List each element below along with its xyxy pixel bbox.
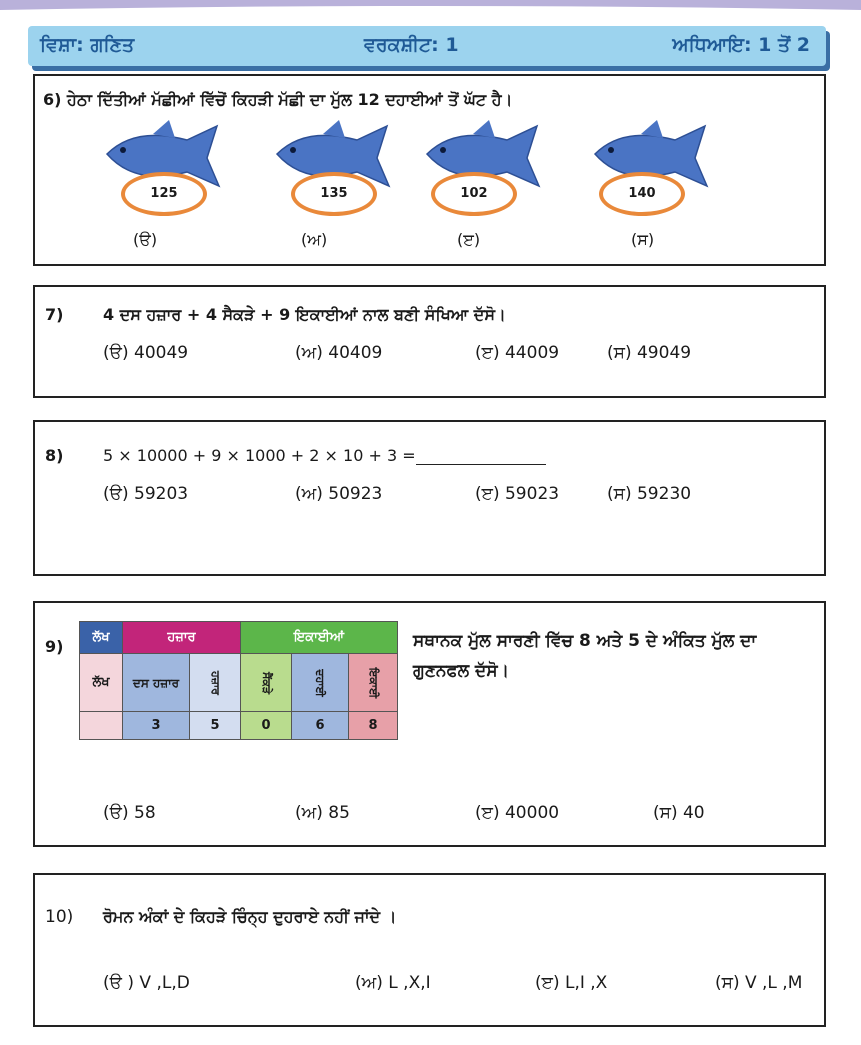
digit-thousand: 5	[190, 712, 241, 740]
q7-option-a[interactable]: (ੳ) 40049	[103, 343, 189, 363]
digit-lakh	[80, 712, 123, 740]
fish-label-d: (ਸ)	[631, 230, 655, 249]
top-decoration	[0, 0, 861, 14]
group-ones-head: ਇਕਾਈਆਂ	[241, 622, 398, 654]
question-8-expression	[103, 446, 546, 465]
q10-option-c[interactable]: (ੲ) L,I ,X	[535, 973, 608, 993]
col-hundred-cell	[241, 654, 292, 712]
question-10-number: 10)	[45, 907, 74, 927]
question-9-text-line1: ਸਥਾਨਕ ਮੁੱਲ ਸਾਰਣੀ ਵਿੱਚ 8 ਅਤੇ 5 ਦੇ ਅੰਕਿਤ ਮੁੱਲ ਦਾ	[413, 631, 757, 651]
question-7-text: 4 ਦਸ ਹਜ਼ਾਰ + 4 ਸੈਕੜੇ + 9 ਇਕਾਈਆਂ ਨਾਲ ਬਣੀ ਸੰਖਿਆ ਦੱਸੋ।	[103, 305, 506, 324]
col-ten: ਦਹਾਈ	[313, 669, 327, 697]
fish-value: 125	[121, 172, 207, 216]
col-one: ਇਕਾਈ	[366, 667, 380, 699]
digit-one: 8	[349, 712, 398, 740]
col-thousand: ਹਜ਼ਾਰ	[209, 671, 222, 695]
question-7	[33, 285, 826, 398]
q9-option-b[interactable]: (ਅ) 85	[295, 803, 350, 823]
subject-label: ਵਿਸ਼ਾ: ਗਣਿਤ	[40, 34, 135, 56]
question-6-text: 6) ਹੇਠਾ ਦਿੱਤੀਆਂ ਮੱਛੀਆਂ ਵਿੱਚੋਂ ਕਿਹੜੀ ਮੱਛੀ ਦਾ ਮੁੱਲ 12 ਦਹਾਈਆਂ ਤੋਂ ਘੱਟ ਹੈ।	[43, 90, 513, 109]
col-one-cell	[349, 654, 398, 712]
digit-hundred: 0	[241, 712, 292, 740]
fish-option-a[interactable]	[95, 120, 227, 200]
q7-option-c[interactable]: (ੲ) 44009	[475, 343, 560, 363]
fish-option-d[interactable]	[583, 120, 715, 200]
chapter-label: ਅਧਿਆਇ: 1 ਤੋਂ 2	[672, 34, 810, 56]
worksheet-header	[28, 26, 826, 66]
digit-ten: 6	[292, 712, 349, 740]
fish-option-c[interactable]	[415, 120, 547, 200]
answer-blank[interactable]	[416, 448, 546, 465]
q9-option-d[interactable]: (ਸ) 40	[653, 803, 705, 823]
fish-value: 135	[291, 172, 377, 216]
fish-value: 140	[599, 172, 685, 216]
place-value-table	[79, 621, 398, 740]
worksheet-label: ਵਰਕਸ਼ੀਟ: 1	[364, 34, 459, 56]
question-10-text: ਰੋਮਨ ਅੰਕਾਂ ਦੇ ਕਿਹੜੇ ਚਿੰਨ੍ਹ ਦੁਹਰਾਏ ਨਹੀਂ ਜਾਂਦੇ ।	[103, 907, 397, 926]
col-thousand-cell	[190, 654, 241, 712]
q7-option-b[interactable]: (ਅ) 40409	[295, 343, 383, 363]
col-lakh: ਲੱਖ	[80, 654, 123, 712]
question-10	[33, 873, 826, 1027]
q8-option-c[interactable]: (ੲ) 59023	[475, 484, 560, 504]
fish-value: 102	[431, 172, 517, 216]
question-8-number: 8)	[45, 446, 64, 465]
q10-option-b[interactable]: (ਅ) L ,X,I	[355, 973, 431, 993]
question-6	[33, 74, 826, 266]
q9-option-c[interactable]: (ੲ) 40000	[475, 803, 560, 823]
q10-option-d[interactable]: (ਸ) V ,L ,M	[715, 973, 803, 993]
fish-option-b[interactable]	[265, 120, 397, 200]
q8-option-a[interactable]: (ੳ) 59203	[103, 484, 189, 504]
question-7-number: 7)	[45, 305, 64, 324]
col-ten-cell	[292, 654, 349, 712]
question-8	[33, 420, 826, 576]
fish-label-b: (ਅ)	[301, 230, 328, 249]
q9-option-a[interactable]: (ੳ) 58	[103, 803, 156, 823]
question-9	[33, 601, 826, 847]
q8-option-b[interactable]: (ਅ) 50923	[295, 484, 383, 504]
question-9-number: 9)	[45, 637, 64, 656]
fish-label-c: (ੲ)	[457, 230, 481, 249]
fish-label-a: (ੳ)	[133, 230, 158, 249]
q7-option-d[interactable]: (ਸ) 49049	[607, 343, 692, 363]
col-ten-thousand: ਦਸ ਹਜ਼ਾਰ	[123, 654, 190, 712]
col-hundred: ਸੈਂਕੜੇ	[259, 671, 273, 695]
question-9-text-line2: ਗੁਣਨਫਲ ਦੱਸੋ।	[413, 661, 510, 681]
question-8-text: 5 × 10000 + 9 × 1000 + 2 × 10 + 3 =	[103, 446, 416, 465]
digit-ten-thousand: 3	[123, 712, 190, 740]
group-thousand-head: ਹਜ਼ਾਰ	[123, 622, 241, 654]
group-lakh-head: ਲੱਖ	[80, 622, 123, 654]
q8-option-d[interactable]: (ਸ) 59230	[607, 484, 692, 504]
q10-option-a[interactable]: (ੳ ) V ,L,D	[103, 973, 190, 993]
